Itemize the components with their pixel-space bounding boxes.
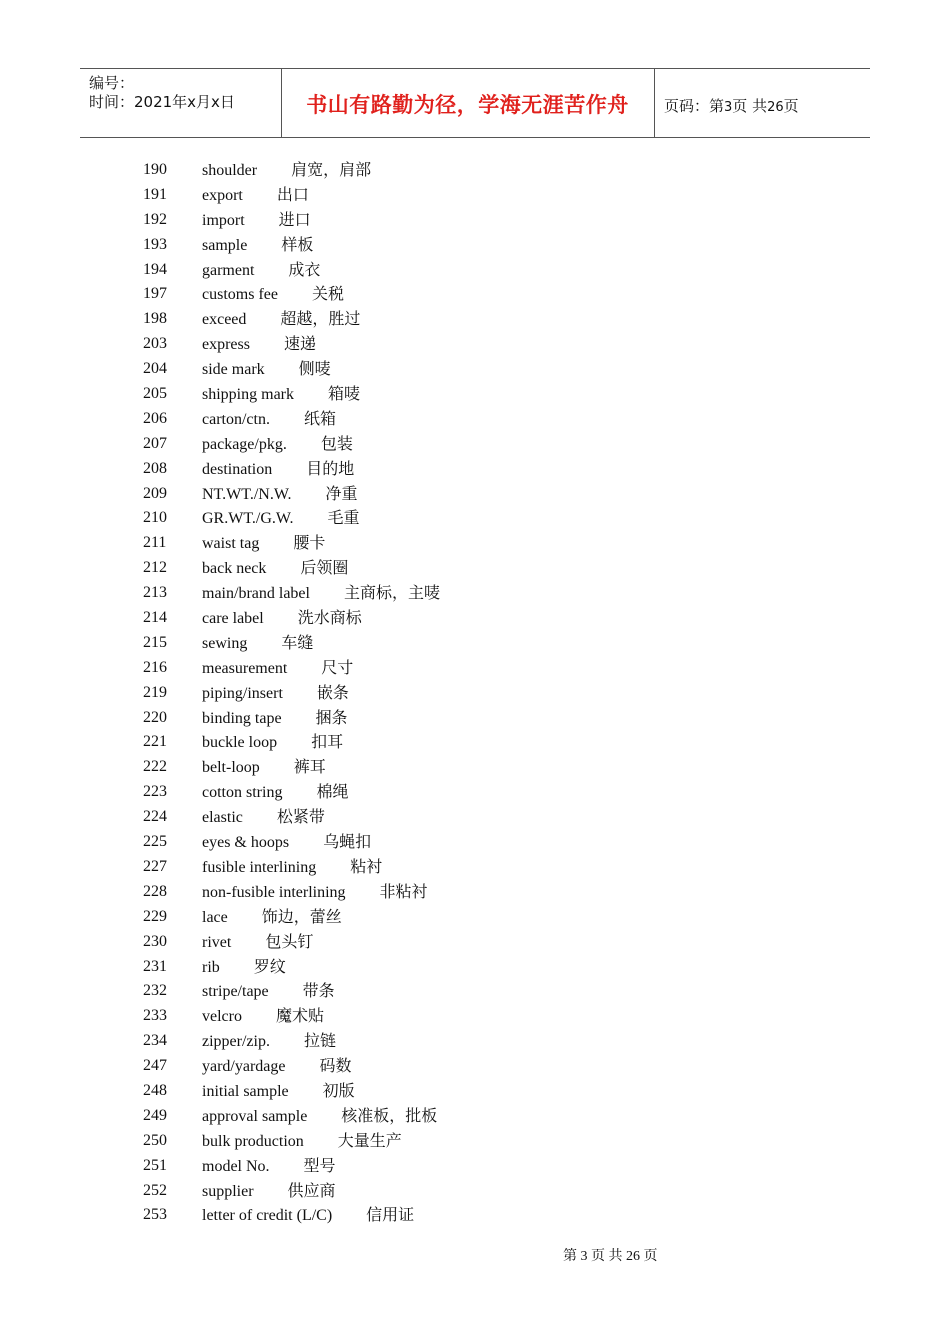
entry-number: 222 [143, 758, 167, 776]
entry-term [202, 631, 313, 657]
entry-english: bulk production [202, 1132, 304, 1150]
glossary-entry [143, 755, 743, 780]
entry-chinese: 初版 [322, 1080, 355, 1100]
entry-chinese: 包头钉 [265, 931, 314, 951]
glossary-entry [143, 208, 743, 233]
entry-term [202, 905, 342, 931]
entry-chinese: 核准板，批板 [341, 1105, 438, 1125]
entry-term [202, 880, 428, 906]
entry-english: piping/insert [202, 684, 283, 702]
glossary-entry [143, 930, 743, 955]
header-page-cell [655, 69, 870, 137]
glossary-entry [143, 332, 743, 357]
entry-term [202, 357, 331, 383]
glossary-entry [143, 158, 743, 183]
glossary-entry [143, 855, 743, 880]
entry-english: garment [202, 261, 255, 279]
page-prefix: 页码：第 [664, 97, 725, 115]
glossary-entry [143, 307, 743, 332]
entry-english: exceed [202, 311, 247, 329]
entry-english: yard/yardage [202, 1058, 286, 1076]
entry-english: sewing [202, 634, 248, 652]
entry-chinese: 速递 [283, 334, 316, 354]
entry-term [202, 332, 316, 358]
entry-chinese: 嵌条 [316, 682, 349, 702]
entry-english: elastic [202, 809, 243, 827]
glossary-entry [143, 1129, 743, 1154]
entry-number: 233 [143, 1007, 167, 1025]
page-total: 26 [767, 100, 784, 115]
entry-term [202, 780, 348, 806]
entry-term [202, 531, 325, 557]
entry-english: care label [202, 610, 264, 628]
entry-english: belt-loop [202, 759, 260, 777]
entry-chinese: 超越，胜过 [280, 309, 361, 329]
entry-number: 221 [143, 733, 167, 751]
entry-chinese: 纸箱 [303, 408, 336, 428]
entry-chinese: 肩宽，肩部 [291, 160, 372, 179]
entry-number: 204 [143, 360, 167, 378]
page-indicator [664, 95, 799, 116]
glossary-entry [143, 531, 743, 556]
entry-english: measurement [202, 659, 288, 677]
entry-english: approval sample [202, 1107, 308, 1125]
entry-term [202, 233, 313, 259]
page-footer: 第 3 页 共 26 页 [563, 1249, 658, 1264]
entry-term [202, 258, 320, 284]
entry-number: 223 [143, 783, 167, 801]
entry-number: 212 [143, 559, 167, 577]
entry-english: cotton string [202, 784, 283, 802]
entry-english: customs fee [202, 286, 278, 304]
entry-english: zipper/zip. [202, 1033, 270, 1051]
glossary-entry [143, 282, 743, 307]
entry-number: 205 [143, 385, 167, 403]
entry-number: 206 [143, 409, 167, 427]
entry-english: package/pkg. [202, 435, 287, 453]
entry-english: letter of credit (L/C) [202, 1207, 333, 1225]
entry-english: supplier [202, 1182, 254, 1200]
entry-number: 208 [143, 459, 167, 477]
entry-english: back neck [202, 560, 267, 578]
entry-chinese: 拉链 [303, 1031, 336, 1051]
entry-chinese: 魔术贴 [275, 1006, 324, 1026]
entry-number: 192 [143, 210, 167, 228]
glossary-entry [143, 233, 743, 258]
entry-english: NT.WT./N.W. [202, 485, 292, 503]
entry-number: 215 [143, 633, 167, 651]
entry-number: 228 [143, 882, 167, 900]
entry-chinese: 样板 [281, 234, 314, 254]
entry-english: GR.WT./G.W. [202, 510, 294, 528]
glossary-entry [143, 1154, 743, 1179]
entry-number: 211 [143, 534, 167, 552]
entry-number: 191 [143, 185, 167, 203]
entry-number: 213 [143, 584, 167, 602]
entry-number: 231 [143, 957, 167, 975]
date-label: 时间：2021年x月x日 [89, 93, 235, 111]
entry-chinese: 捆条 [315, 707, 348, 727]
entry-term [202, 979, 335, 1005]
glossary-entry [143, 656, 743, 681]
glossary-entry [143, 1179, 743, 1204]
entry-english: binding tape [202, 709, 282, 727]
entry-chinese: 供应商 [287, 1180, 336, 1200]
glossary-entry [143, 506, 743, 531]
entry-term [202, 556, 348, 582]
glossary-entry [143, 955, 743, 980]
entry-number: 234 [143, 1032, 167, 1050]
entry-english: sample [202, 236, 248, 254]
entry-english: import [202, 211, 245, 229]
entry-english: side mark [202, 361, 265, 379]
entry-english: destination [202, 460, 273, 478]
entry-term [202, 457, 354, 483]
glossary-entry [143, 606, 743, 631]
entry-english: initial sample [202, 1082, 289, 1100]
glossary-entry [143, 730, 743, 755]
entry-term [202, 282, 344, 308]
entry-english: eyes & hoops [202, 834, 290, 852]
glossary-entry [143, 805, 743, 830]
entry-chinese: 洗水商标 [297, 608, 362, 628]
entry-term [202, 805, 325, 831]
entry-chinese: 后领圈 [300, 558, 349, 578]
entry-chinese: 信用证 [366, 1205, 415, 1225]
glossary-entry [143, 681, 743, 706]
entry-number: 248 [143, 1081, 167, 1099]
glossary-entry [143, 432, 743, 457]
glossary-list [143, 158, 743, 1228]
entry-english: model No. [202, 1157, 270, 1175]
header-motto-cell [281, 69, 655, 137]
entry-term [202, 506, 360, 532]
entry-term [202, 183, 309, 209]
glossary-entry [143, 457, 743, 482]
entry-chinese: 大量生产 [337, 1130, 402, 1150]
glossary-entry [143, 1104, 743, 1129]
glossary-entry [143, 1004, 743, 1029]
entry-chinese: 进口 [278, 209, 311, 229]
entry-chinese: 出口 [276, 184, 309, 204]
entry-term [202, 930, 313, 956]
entry-number: 230 [143, 932, 167, 950]
entry-term [202, 581, 440, 607]
entry-term [202, 382, 360, 408]
entry-number: 249 [143, 1106, 167, 1124]
entry-chinese: 棉绳 [316, 782, 349, 802]
entry-english: export [202, 186, 243, 204]
entry-english: rib [202, 958, 220, 976]
entry-term [202, 656, 353, 682]
entry-number: 209 [143, 484, 167, 502]
glossary-entry [143, 1079, 743, 1104]
entry-term [202, 706, 348, 732]
entry-english: rivet [202, 933, 232, 951]
entry-term [202, 158, 371, 184]
entry-term [202, 307, 360, 333]
entry-chinese: 成衣 [288, 259, 321, 279]
entry-chinese: 尺寸 [321, 657, 354, 677]
entry-english: express [202, 336, 250, 354]
glossary-entry [143, 1029, 743, 1054]
glossary-entry [143, 556, 743, 581]
entry-number: 214 [143, 609, 167, 627]
glossary-entry [143, 706, 743, 731]
glossary-entry [143, 258, 743, 283]
entry-number: 193 [143, 235, 167, 253]
glossary-entry [143, 482, 743, 507]
glossary-entry [143, 631, 743, 656]
entry-term [202, 1203, 414, 1229]
entry-chinese: 乌蝇扣 [323, 832, 372, 852]
entry-term [202, 606, 362, 632]
entry-number: 225 [143, 833, 167, 851]
entry-english: fusible interlining [202, 858, 317, 876]
entry-english: non-fusible interlining [202, 883, 346, 901]
entry-chinese: 带条 [302, 981, 335, 1001]
entry-english: stripe/tape [202, 983, 269, 1001]
entry-chinese: 饰边，蕾丝 [261, 906, 342, 926]
entry-chinese: 包装 [320, 433, 353, 453]
entry-english: shipping mark [202, 386, 294, 404]
glossary-entry [143, 880, 743, 905]
entry-term [202, 208, 311, 234]
entry-english: main/brand label [202, 585, 310, 603]
entry-number: 247 [143, 1057, 167, 1075]
header-meta-cell [80, 69, 282, 137]
entry-english: waist tag [202, 535, 260, 553]
entry-term [202, 755, 326, 781]
entry-english: lace [202, 908, 228, 926]
entry-term [202, 955, 286, 981]
entry-term [202, 482, 357, 508]
entry-number: 252 [143, 1181, 167, 1199]
entry-chinese: 码数 [319, 1056, 352, 1076]
entry-term [202, 1154, 336, 1180]
entry-number: 232 [143, 982, 167, 1000]
glossary-entry [143, 1054, 743, 1079]
entry-english: buckle loop [202, 734, 278, 752]
entry-english: velcro [202, 1008, 242, 1026]
glossary-entry [143, 1203, 743, 1228]
entry-chinese: 扣耳 [311, 732, 344, 752]
entry-chinese: 松紧带 [276, 807, 325, 827]
glossary-entry [143, 357, 743, 382]
entry-term [202, 855, 382, 881]
entry-chinese: 侧唛 [298, 359, 331, 379]
entry-number: 198 [143, 310, 167, 328]
entry-number: 219 [143, 683, 167, 701]
entry-term [202, 1029, 336, 1055]
entry-english: carton/ctn. [202, 410, 270, 428]
entry-term [202, 730, 343, 756]
page-current: 3 [724, 100, 733, 115]
entry-term [202, 681, 349, 707]
entry-term [202, 1054, 352, 1080]
entry-term [202, 830, 371, 856]
page-mid: 页 共 [732, 97, 768, 115]
entry-number: 251 [143, 1156, 167, 1174]
entry-term [202, 1104, 437, 1130]
entry-term [202, 1079, 355, 1105]
entry-chinese: 毛重 [327, 508, 360, 528]
glossary-entry [143, 183, 743, 208]
entry-number: 207 [143, 434, 167, 452]
entry-chinese: 车缝 [281, 632, 314, 652]
entry-chinese: 箱唛 [328, 384, 361, 404]
entry-number: 224 [143, 808, 167, 826]
glossary-entry [143, 780, 743, 805]
entry-number: 190 [143, 161, 167, 178]
entry-chinese: 裤耳 [293, 757, 326, 777]
entry-term [202, 1004, 324, 1030]
entry-number: 197 [143, 285, 167, 303]
glossary-entry [143, 979, 743, 1004]
entry-number: 220 [143, 708, 167, 726]
page-header [80, 68, 870, 138]
entry-number: 194 [143, 260, 167, 278]
glossary-entry [143, 905, 743, 930]
entry-chinese: 关税 [311, 284, 344, 304]
entry-chinese: 净重 [325, 483, 358, 503]
entry-chinese: 型号 [303, 1155, 336, 1175]
entry-chinese: 目的地 [306, 458, 355, 478]
entry-term [202, 1179, 336, 1205]
glossary-entry [143, 581, 743, 606]
page-suffix: 页 [783, 97, 799, 115]
entry-number: 203 [143, 335, 167, 353]
glossary-entry [143, 382, 743, 407]
glossary-entry [143, 407, 743, 432]
entry-number: 250 [143, 1131, 167, 1149]
entry-number: 229 [143, 907, 167, 925]
entry-term [202, 407, 336, 433]
glossary-entry [143, 830, 743, 855]
entry-number: 216 [143, 658, 167, 676]
motto-text: 书山有路勤为径，学海无涯苦作舟 [306, 93, 629, 117]
entry-term [202, 432, 353, 458]
serial-number-label: 编号： [89, 74, 135, 92]
entry-number: 253 [143, 1206, 167, 1224]
entry-number: 227 [143, 857, 167, 875]
entry-term [202, 1129, 402, 1155]
entry-chinese: 非粘衬 [379, 881, 428, 901]
entry-chinese: 主商标，主唛 [343, 583, 440, 603]
entry-chinese: 粘衬 [350, 856, 383, 876]
entry-chinese: 罗纹 [253, 956, 286, 976]
entry-english: shoulder [202, 162, 258, 179]
entry-number: 210 [143, 509, 167, 527]
entry-chinese: 腰卡 [293, 533, 326, 553]
